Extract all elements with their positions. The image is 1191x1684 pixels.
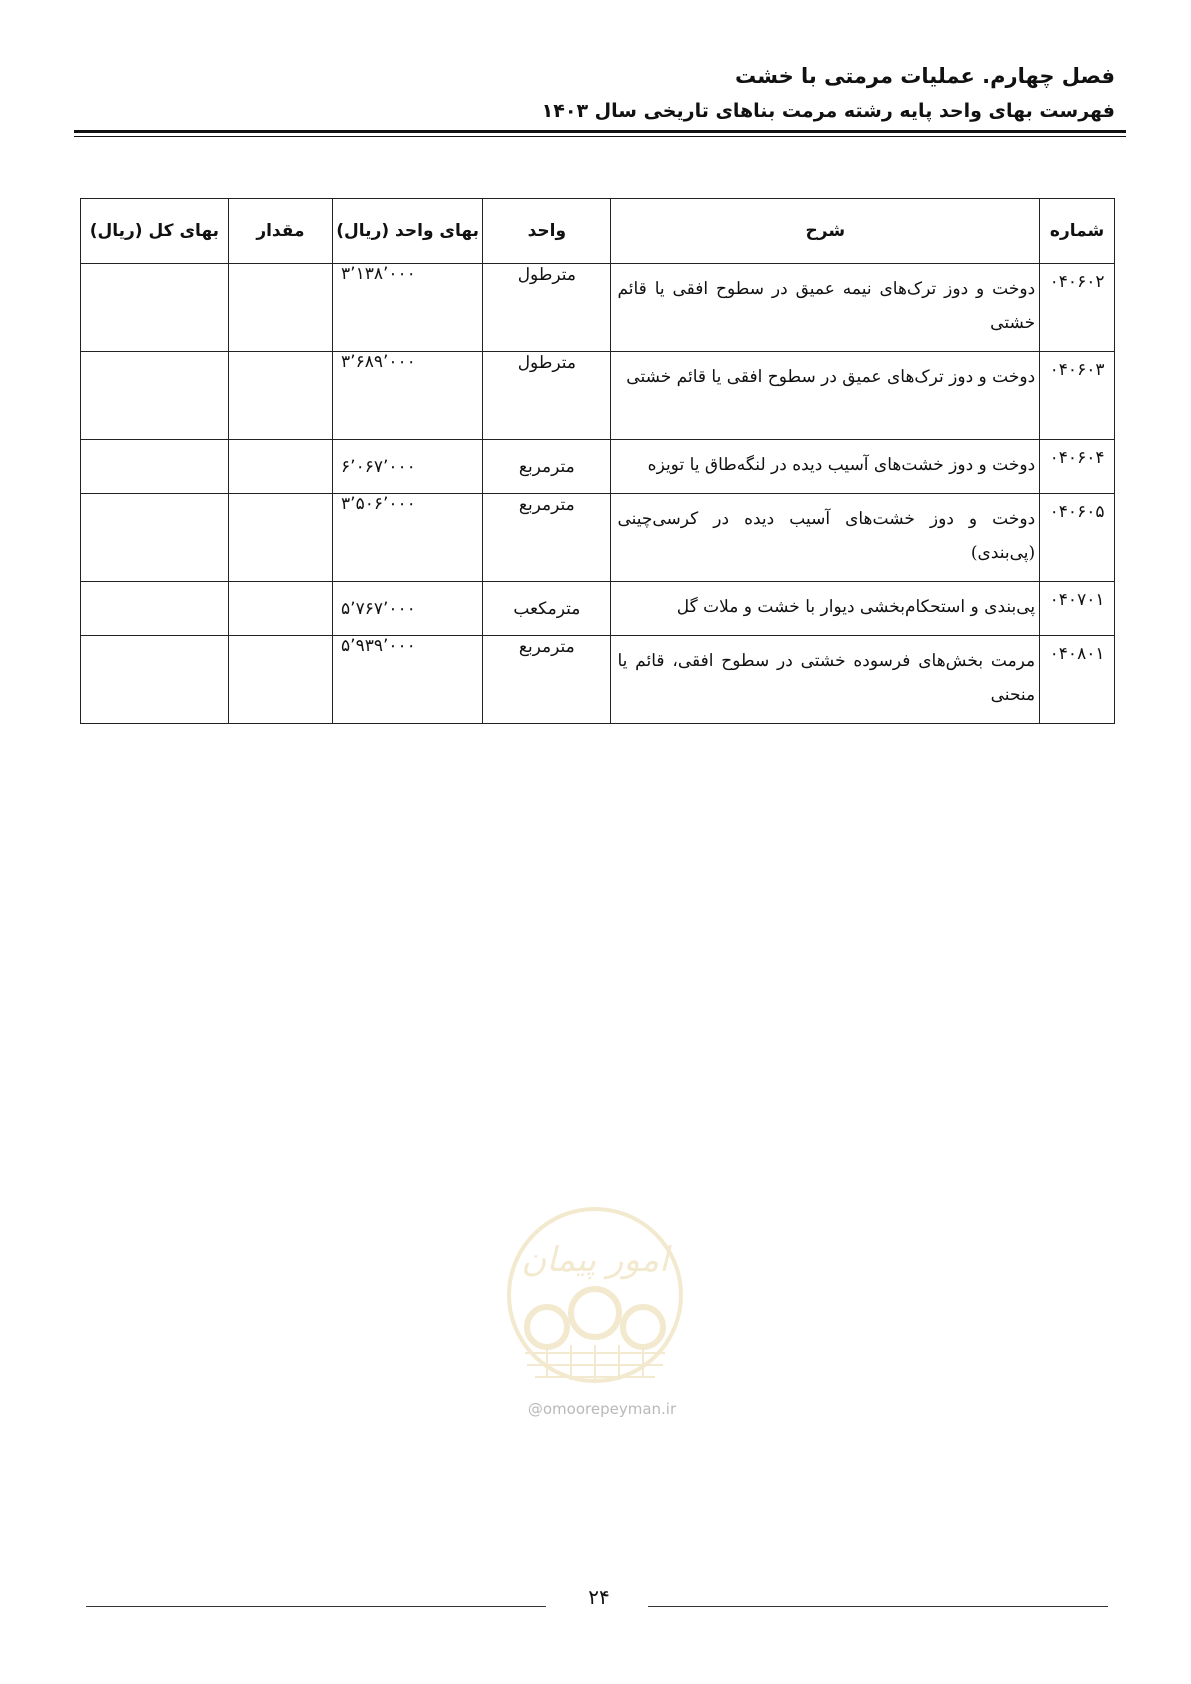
page-header bbox=[65, 58, 1115, 128]
item-quantity bbox=[228, 264, 332, 352]
item-total-price bbox=[81, 264, 229, 352]
item-unit-price: ۳٬۶۸۹٬۰۰۰ bbox=[333, 352, 483, 440]
item-unit-price: ۳٬۵۰۶٬۰۰۰ bbox=[333, 494, 483, 582]
footer-divider-left bbox=[86, 1606, 546, 1607]
watermark-site: @omoorepeyman.ir bbox=[527, 1400, 677, 1418]
table-row bbox=[81, 636, 1115, 724]
item-quantity bbox=[228, 494, 332, 582]
item-total-price bbox=[81, 636, 229, 724]
svg-text:امور پیمان: امور پیمان bbox=[521, 1240, 669, 1280]
item-unit: مترمکعب bbox=[483, 582, 611, 636]
item-quantity bbox=[228, 582, 332, 636]
item-total-price bbox=[81, 582, 229, 636]
price-table bbox=[80, 198, 1115, 724]
item-unit: مترطول bbox=[483, 352, 611, 440]
header-divider-thick bbox=[74, 130, 1126, 133]
column-header-code: شماره bbox=[1040, 199, 1115, 264]
item-code: ۰۴۰۶۰۵ bbox=[1040, 494, 1115, 582]
table-row bbox=[81, 582, 1115, 636]
column-header-quantity: مقدار bbox=[228, 199, 332, 264]
item-description: پی‌بندی و استحکام‌بخشی دیوار با خشت و ملات گل bbox=[611, 582, 1040, 636]
item-description: دوخت و دوز ترک‌های عمیق در سطوح افقی یا قائم خشتی bbox=[611, 352, 1040, 440]
item-unit-price: ۵٬۷۶۷٬۰۰۰ bbox=[333, 582, 483, 636]
item-unit-price: ۶٬۰۶۷٬۰۰۰ bbox=[333, 440, 483, 494]
footer-divider-right bbox=[648, 1606, 1108, 1607]
item-code: ۰۴۰۸۰۱ bbox=[1040, 636, 1115, 724]
table-row bbox=[81, 264, 1115, 352]
item-code: ۰۴۰۶۰۴ bbox=[1040, 440, 1115, 494]
header-divider-thin bbox=[74, 136, 1126, 137]
item-quantity bbox=[228, 636, 332, 724]
column-header-unit-price: بهای واحد (ریال) bbox=[333, 199, 483, 264]
chapter-title: فصل چهارم. عملیات مرمتی با خشت bbox=[734, 64, 1115, 88]
table-row bbox=[81, 440, 1115, 494]
table-row bbox=[81, 494, 1115, 582]
column-header-unit: واحد bbox=[483, 199, 611, 264]
item-unit-price: ۳٬۱۳۸٬۰۰۰ bbox=[333, 264, 483, 352]
item-code: ۰۴۰۶۰۲ bbox=[1040, 264, 1115, 352]
item-description: مرمت بخش‌های فرسوده خشتی در سطوح افقی، قائم یا منحنی bbox=[611, 636, 1040, 724]
item-unit: مترمربع bbox=[483, 440, 611, 494]
item-total-price bbox=[81, 440, 229, 494]
item-description: دوخت و دوز ترک‌های نیمه عمیق در سطوح افقی یا قائم خشتی bbox=[611, 264, 1040, 352]
item-unit: مترمربع bbox=[483, 494, 611, 582]
document-subtitle: فهرست بهای واحد پایه رشته مرمت بناهای تاریخی سال ۱۴۰۳ bbox=[541, 100, 1115, 122]
table-header-row bbox=[81, 199, 1115, 264]
item-code: ۰۴۰۶۰۳ bbox=[1040, 352, 1115, 440]
item-quantity bbox=[228, 352, 332, 440]
item-total-price bbox=[81, 494, 229, 582]
item-unit: مترطول bbox=[483, 264, 611, 352]
column-header-total-price: بهای کل (ریال) bbox=[81, 199, 229, 264]
item-quantity bbox=[228, 440, 332, 494]
item-code: ۰۴۰۷۰۱ bbox=[1040, 582, 1115, 636]
table-row bbox=[81, 352, 1115, 440]
item-description: دوخت و دوز خشت‌های آسیب دیده در کرسی‌چینی (پی‌بندی) bbox=[611, 494, 1040, 582]
item-unit-price: ۵٬۹۳۹٬۰۰۰ bbox=[333, 636, 483, 724]
item-total-price bbox=[81, 352, 229, 440]
page-number: ۲۴ bbox=[588, 1585, 610, 1609]
item-description: دوخت و دوز خشت‌های آسیب دیده در لنگه‌طاق یا تویزه bbox=[611, 440, 1040, 494]
item-unit: مترمربع bbox=[483, 636, 611, 724]
column-header-description: شرح bbox=[611, 199, 1040, 264]
